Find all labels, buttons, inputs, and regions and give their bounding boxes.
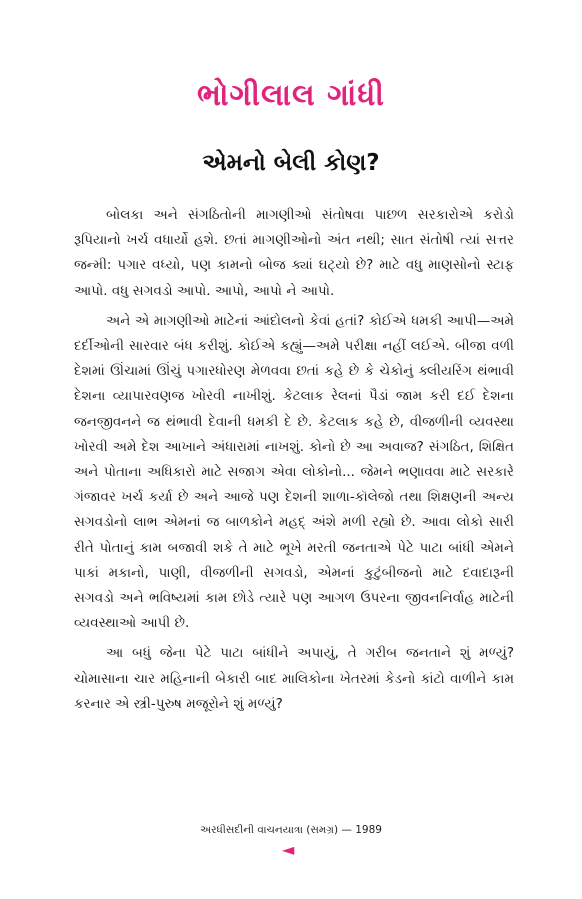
article-title: એમનો બેલી કોણ? xyxy=(202,150,380,176)
author-name: ભોગીલાલ ગાંધી xyxy=(197,78,385,113)
page-arrow-icon[interactable]: ◄ xyxy=(282,840,295,859)
source-footer: અરધીસદીની વાચનયાત્રા (સમગ્ર) — 1989 xyxy=(200,824,382,836)
paragraph: બોલકા અને સંગઠિતોની માગણીઓ સંતોષવા પાછળ સરકારોએ કરોડો રૂપિયાનો ખર્ચ વધાર્યો હશે. છતાં માગણીઓનો અંત નથી; સાત સંતોષી ત્યાં સત્તર જન્મી: પગાર વધ્યો, પણ કામનો બોજ ક્યાં ઘટ્યો છે? માટે વધુ માણસોનો સ્ટાફ આપો. વધુ સગવડો આપો. આપો, આપો ને આપો. xyxy=(74,207,514,299)
paragraph: અને એ માગણીઓ માટેનાં આંદોલનો કેવાં હતાં? કોઈએ ધમકી આપી—અમે દર્દીઓની સારવાર બંધ કરીશું. કોઈએ કહ્યું—અમે પરીક્ષા નહીં લઈએ. બીજા વળી દેશમાં ઊંચામાં ઊંચું પગારધોરણ મેળવવા છતાં કહે છે કે ચેકોનું ક્લીયરિંગ થંભાવી દેશના વ્યાપારવણજ ખોરવી નાખીશું. કેટલાક રેલનાં પૈડાં જામ કરી દઈ દેશના જનજીવનને જ થંભાવી દેવાની ધમકી દે છે. કેટલાક કહે છે, વીજળીની વ્યવસ્થા ખોરવી અમે દેશ આખાને અંધારામાં નાખશું. કોનો છે આ અવાજ? સંગઠિત, શિક્ષિત અને પોતાના અધિકારો માટે સજાગ એવા લોકોનો... જેમને ભણાવવા માટે સરકારે ગંજાવર ખર્ચ કર્યા છે અને આજે પણ દેશની શાળા-કૉલેજો તથા શિક્ષણની અન્ય સગવડોનો લાભ એમનાં જ બાળકોને મહદ્ અંશે મળી રહ્યો છે. આવા લોકો સારી રીતે પોતાનું કામ બજાવી શકે તે માટે ભૂખે મરતી જનતાએ પેટે પાટા બાંધી એમને પાકાં મકાનો, પાણી, વીજળીની સગવડો, એમનાં કુટુંબીજનો માટે દવાદારૂની સગવડો અને ભવિષ્યમાં કામ છોડે ત્યારે પણ આગળ ઉપરના જીવનનિર્વાહ માટેની વ્યવસ્થાઓ આપી છે. xyxy=(74,312,514,632)
paragraph: આ બધું જેના પેટે પાટા બાંધીને અપાયું, તે ગરીબ જનતાને શું મળ્યું? ચોમાસાના ચાર મહિનાની બેકારી બાદ માલિકોના ખેતરમાં કેડનો કાંટો વાળીને કામ કરનાર એ સ્ત્રી-પુરુષ મજૂરોને શું મળ્યું? xyxy=(74,645,514,712)
article-body xyxy=(74,203,514,722)
